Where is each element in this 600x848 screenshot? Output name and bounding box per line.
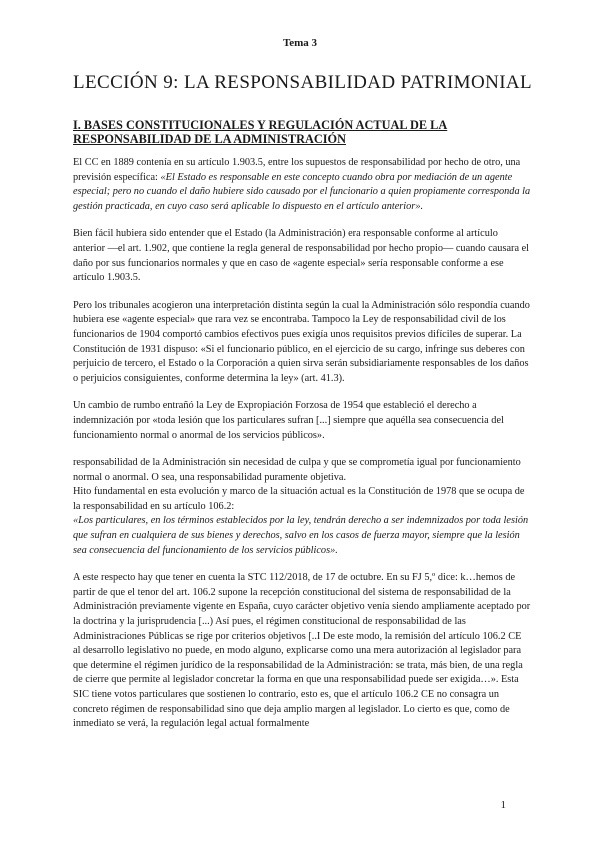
- paragraph-2: Bien fácil hubiera sido entender que el Estado (la Administración) era responsable conforme al artículo anterior —el art. 1.902, que contiene la regla general de responsabilidad por hecho propio— cuando causara el daño por sus funcionarios normales y que en caso de «agente especial» sería responsable conforme a ese artículo 1.903.5.: [73, 228, 530, 284]
- page-number: 1: [500, 799, 506, 811]
- paragraph-1-text: El CC en 1889 contenía en su artículo 1.903.5, entre los supuestos de responsabilidad por hecho de otro, una previsión específica:: [73, 157, 521, 183]
- paragraph-4: Un cambio de rumbo entrañó la Ley de Expropiación Forzosa de 1954 que estableció el derecho a indemnización por «toda lesión que los particulares sufran [...] siempre que aquélla sea consecuencia del funcionamiento normal o anormal de los servicios públicos».: [73, 400, 504, 441]
- paragraph-1: [73, 156, 531, 214]
- paragraph-6: A este respecto hay que tener en cuenta la STC 112/2018, de 17 de octubre. En su FJ 5,º dice: k…hemos de partir de que el tenor del art. 106.2 supone la recepción constitucional del sistema de responsabilidad de la Administración previamente vigente en España, cuyo carácter objetivo venía siendo ampliamente aceptado por la doctrina y la jurisprudencia [...) Así pues, el régimen constitucional de responsabilidad de las Administraciones Públicas se rige por criterios objetivos [..I De este modo, la remisión del artículo 106.2 CE al desarrollo legislativo no puede, en modo alguno, explicarse como una mera autorización al legislador para que determine el régimen jurídico de la responsabilidad de la Administración: se trata, más bien, de una regla de cierre que permite al legislador concretar la forma en que una responsabilidad puede ser exigida…». Esta SIC tiene votos particulares que sostienen lo contrario, esto es, que el artículo 106.2 CE no consagra un concreto régimen de responsabilidad sino que deja amplio margen al legislador. Lo cierto es que, como de inmediato se verá, la regulación legal actual formalmente: [73, 572, 531, 730]
- paragraph-5-quote: [73, 514, 531, 558]
- lesson-title: LECCIÓN 9: LA RESPONSABILIDAD PATRIMONIAL: [73, 72, 533, 93]
- page-header: Tema 3: [282, 37, 318, 49]
- paragraph-5b: Hito fundamental en esta evolución y marco de la situación actual es la Constitución de 1978 que se ocupa de la responsabilidad en su artículo 106.2:: [73, 486, 525, 512]
- constitution-quote: «Los particulares, en los términos establecidos por la ley, tendrán derecho a ser indemnizados por toda lesión que sufran en cualquiera de sus bienes y derechos, salvo en los casos de fuerza mayor, siempre que la lesión sea consecuencia del funcionamiento de los servicios públicos».: [73, 515, 529, 556]
- paragraph-3: Pero los tribunales acogieron una interpretación distinta según la cual la Administración sólo respondía cuando hubiera ese «agente especial» que rara vez se encontraba. Tampoco la Ley de responsabilidad civil de los funcionarios de 1904 comportó cambios efectivos pues exigía unos requisitos previos difíciles de superar. La Constitución de 1931 dispuso: «Si el funcionario público, en el ejercicio de su cargo, infringe sus deberes con perjuicio de tercero, el Estado o la Corporación a quien sirva serán subsidiariamente responsables de los daños o perjuicios consiguientes, conforme determina la ley» (art. 41.3).: [73, 299, 530, 384]
- paragraph-5a: responsabilidad de la Administración sin necesidad de culpa y que se comprometía igual por funcionamiento normal o anormal. O sea, una responsabilidad puramente objetiva.: [73, 457, 521, 483]
- paragraph-1-quote: «El Estado es responsable en este concepto cuando obra por mediación de un agente especial; pero no cuando el daño hubiere sido causado por el funcionario a quien propiamente corresponda la gestión practicada, en cuyo caso será aplicable lo dispuesto en el artículo anterior».: [73, 171, 531, 212]
- body-text: [73, 156, 531, 745]
- section-title: I. BASES CONSTITUCIONALES Y REGULACIÓN ACTUAL DE LA RESPONSABILIDAD DE LA ADMINISTRACIÓN: [73, 118, 448, 146]
